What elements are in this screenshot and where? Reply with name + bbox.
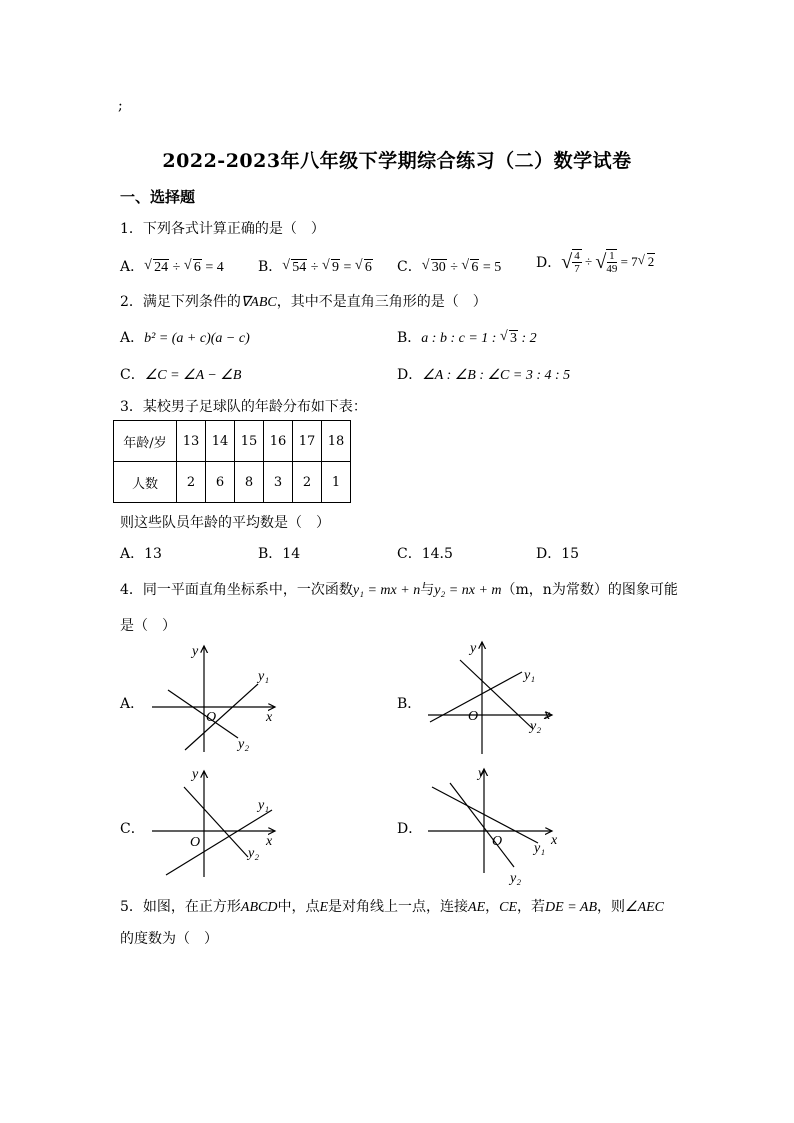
q3-option-d: D．15: [536, 546, 580, 562]
q5-stem: [120, 896, 664, 916]
q5-t4: ，若: [517, 899, 546, 915]
count-row: [114, 462, 351, 503]
q5-angle: ∠AEC: [625, 900, 665, 915]
q5-ce: CE: [499, 900, 518, 915]
q4-mid: 与: [420, 582, 435, 598]
q1-option-b: [258, 256, 373, 276]
q4-option-d-label: D．: [397, 821, 423, 837]
q2-d-expr: ∠A : ∠B : ∠C = 3 : 4 : 5: [422, 368, 571, 383]
age-row: [114, 421, 351, 462]
q2-option-d: [397, 364, 570, 384]
x-axis-label: x: [266, 710, 273, 725]
age-cell: 18: [322, 421, 351, 462]
q1-a-rad1: 24: [154, 260, 169, 275]
q4-f1: y₁ = mx + n: [352, 583, 421, 598]
age-table: [113, 420, 351, 503]
q3-option-c: C．14.5: [397, 546, 453, 562]
origin-label: O: [206, 710, 217, 725]
x-axis-label: x: [551, 833, 558, 848]
count-cell: 6: [206, 462, 235, 503]
q2-stem-pre: 2．满足下列条件的: [120, 294, 241, 310]
y-axis-label: y: [478, 766, 485, 781]
q2-a-expr: b² = (a + c)(a − c): [144, 331, 250, 346]
q3-question: 则这些队员年龄的平均数是（ ）: [120, 515, 330, 531]
origin-label: O: [190, 835, 201, 850]
q5-t2: 是对角线上一点，连接: [328, 899, 469, 915]
y1-label: y₁: [534, 841, 546, 856]
q2-stem: [120, 291, 487, 311]
y2-label: y₂: [238, 737, 250, 752]
q2-a-label: A．: [120, 330, 145, 346]
q1-d-rad: 2: [647, 254, 655, 270]
q2-stem-triangle: ∇ABC: [240, 295, 277, 310]
q2-b-label: B．: [397, 330, 422, 346]
q1-b-op: ÷: [307, 260, 322, 275]
q5-t5: ，则: [597, 899, 626, 915]
x-axis-label: x: [544, 708, 551, 723]
q4-graph-d: [420, 763, 580, 888]
q2-b-rad: 3: [509, 331, 517, 346]
q4-graph-b: [420, 636, 580, 756]
q1-d-frac2-num: 1: [609, 250, 615, 262]
section-heading: 一、选择题: [120, 188, 196, 206]
q2-c-expr: ∠C = ∠A − ∠B: [144, 368, 242, 383]
q1-c-res: = 5: [479, 260, 502, 275]
q1-stem: 1．下列各式计算正确的是（ ）: [120, 221, 325, 237]
q3-option-b: B．14: [258, 546, 301, 562]
q2-stem-post: ，其中不是直角三角形的是（ ）: [276, 294, 487, 310]
q4-stem-pre: 4．同一平面直角坐标系中，一次函数: [120, 582, 353, 598]
line-y1: [432, 787, 538, 843]
y2-label: y₂: [510, 871, 522, 886]
q2-d-label: D．: [397, 367, 423, 383]
y-axis-label: y: [192, 644, 199, 659]
age-cell: 13: [177, 421, 206, 462]
count-cell: 2: [293, 462, 322, 503]
q1-option-d: D． √ $\frac{4}{7}$ ÷ √ $\frac{1}{49}$ = 7 √ 2: [536, 249, 655, 275]
count-cell: 3: [264, 462, 293, 503]
page-mark: ;: [118, 98, 123, 114]
q5-line2: 的度数为（ ）: [120, 931, 218, 947]
q1-c-rad2: 6: [471, 260, 479, 275]
q1-b-rad2: 9: [331, 260, 339, 275]
q3-stem: 3．某校男子足球队的年龄分布如下表：: [120, 399, 367, 415]
q4-graph-c: [140, 765, 300, 880]
q1-b-eq: =: [339, 260, 355, 275]
q1-c-label: C．: [397, 259, 422, 275]
q1-c-rad1: 30: [431, 260, 446, 275]
q1-option-c: [397, 256, 501, 276]
y-axis-label: y: [470, 641, 477, 656]
q1-a-label: A．: [120, 259, 145, 275]
x-axis-label: x: [266, 834, 273, 849]
origin-label: O: [468, 709, 479, 724]
line-y1: [166, 810, 272, 875]
q5-t0: 5．如图，在正方形: [120, 899, 241, 915]
q1-d-label: D．: [536, 255, 562, 272]
y1-label: y₁: [524, 668, 536, 683]
q1-d-op: ÷: [581, 254, 596, 270]
count-header: 人数: [114, 462, 177, 503]
q1-b-rad3: 6: [364, 260, 372, 275]
q2-b-expr-pre: a : b : c = 1 :: [421, 331, 500, 346]
count-cell: 8: [235, 462, 264, 503]
q4-option-a-label: A．: [120, 696, 145, 712]
q1-d-frac2-den: 49: [606, 263, 618, 276]
q1-a-res: = 4: [201, 260, 224, 275]
q5-abcd: ABCD: [240, 900, 278, 915]
q1-b-rad1: 54: [292, 260, 307, 275]
q5-ae: AE: [468, 900, 486, 915]
q1-d-frac1-den: 7: [574, 263, 580, 276]
q2-b-expr-post: : 2: [517, 331, 537, 346]
age-cell: 17: [293, 421, 322, 462]
age-cell: 16: [264, 421, 293, 462]
q4-stem-line2: 是（ ）: [120, 618, 176, 634]
q1-d-frac1-num: 4: [574, 250, 580, 262]
q1-option-a: [120, 256, 224, 276]
page-title: 2022-2023年八年级下学期综合练习（二）数学试卷: [162, 150, 632, 172]
q4-stem: [120, 579, 678, 599]
q2-option-a: [120, 327, 250, 347]
age-header: 年龄/岁: [114, 421, 177, 462]
y2-label: y₂: [530, 719, 542, 734]
q4-f2: y₂ = nx + m: [434, 583, 502, 598]
q2-option-b: [397, 327, 537, 347]
count-cell: 2: [177, 462, 206, 503]
q1-a-rad2: 6: [193, 260, 201, 275]
line-y2: [168, 690, 238, 738]
y-axis-label: y: [192, 767, 199, 782]
y1-label: y₁: [258, 798, 270, 813]
q5-t3: ，: [485, 899, 500, 915]
q5-t1: 中，点: [277, 899, 320, 915]
q1-b-label: B．: [258, 259, 283, 275]
q4-stem-post: （m，n为常数）的图象可能: [501, 582, 678, 598]
q4-option-b-label: B．: [397, 696, 422, 712]
q5-e: E: [319, 900, 329, 915]
y2-label: y₂: [248, 846, 260, 861]
origin-label: O: [492, 834, 503, 849]
q3-option-a: A．13: [120, 546, 162, 562]
age-cell: 15: [235, 421, 264, 462]
count-cell: 1: [322, 462, 351, 503]
q4-graph-a: [140, 640, 300, 755]
q1-a-op: ÷: [169, 260, 184, 275]
q1-c-op: ÷: [446, 260, 462, 275]
q4-option-c-label: C．: [120, 821, 145, 837]
q1-d-eq: = 7: [617, 254, 638, 270]
y1-label: y₁: [258, 669, 270, 684]
q5-cond: DE = AB: [545, 900, 598, 915]
q2-option-c: [120, 364, 241, 384]
q2-c-label: C．: [120, 367, 145, 383]
age-cell: 14: [206, 421, 235, 462]
